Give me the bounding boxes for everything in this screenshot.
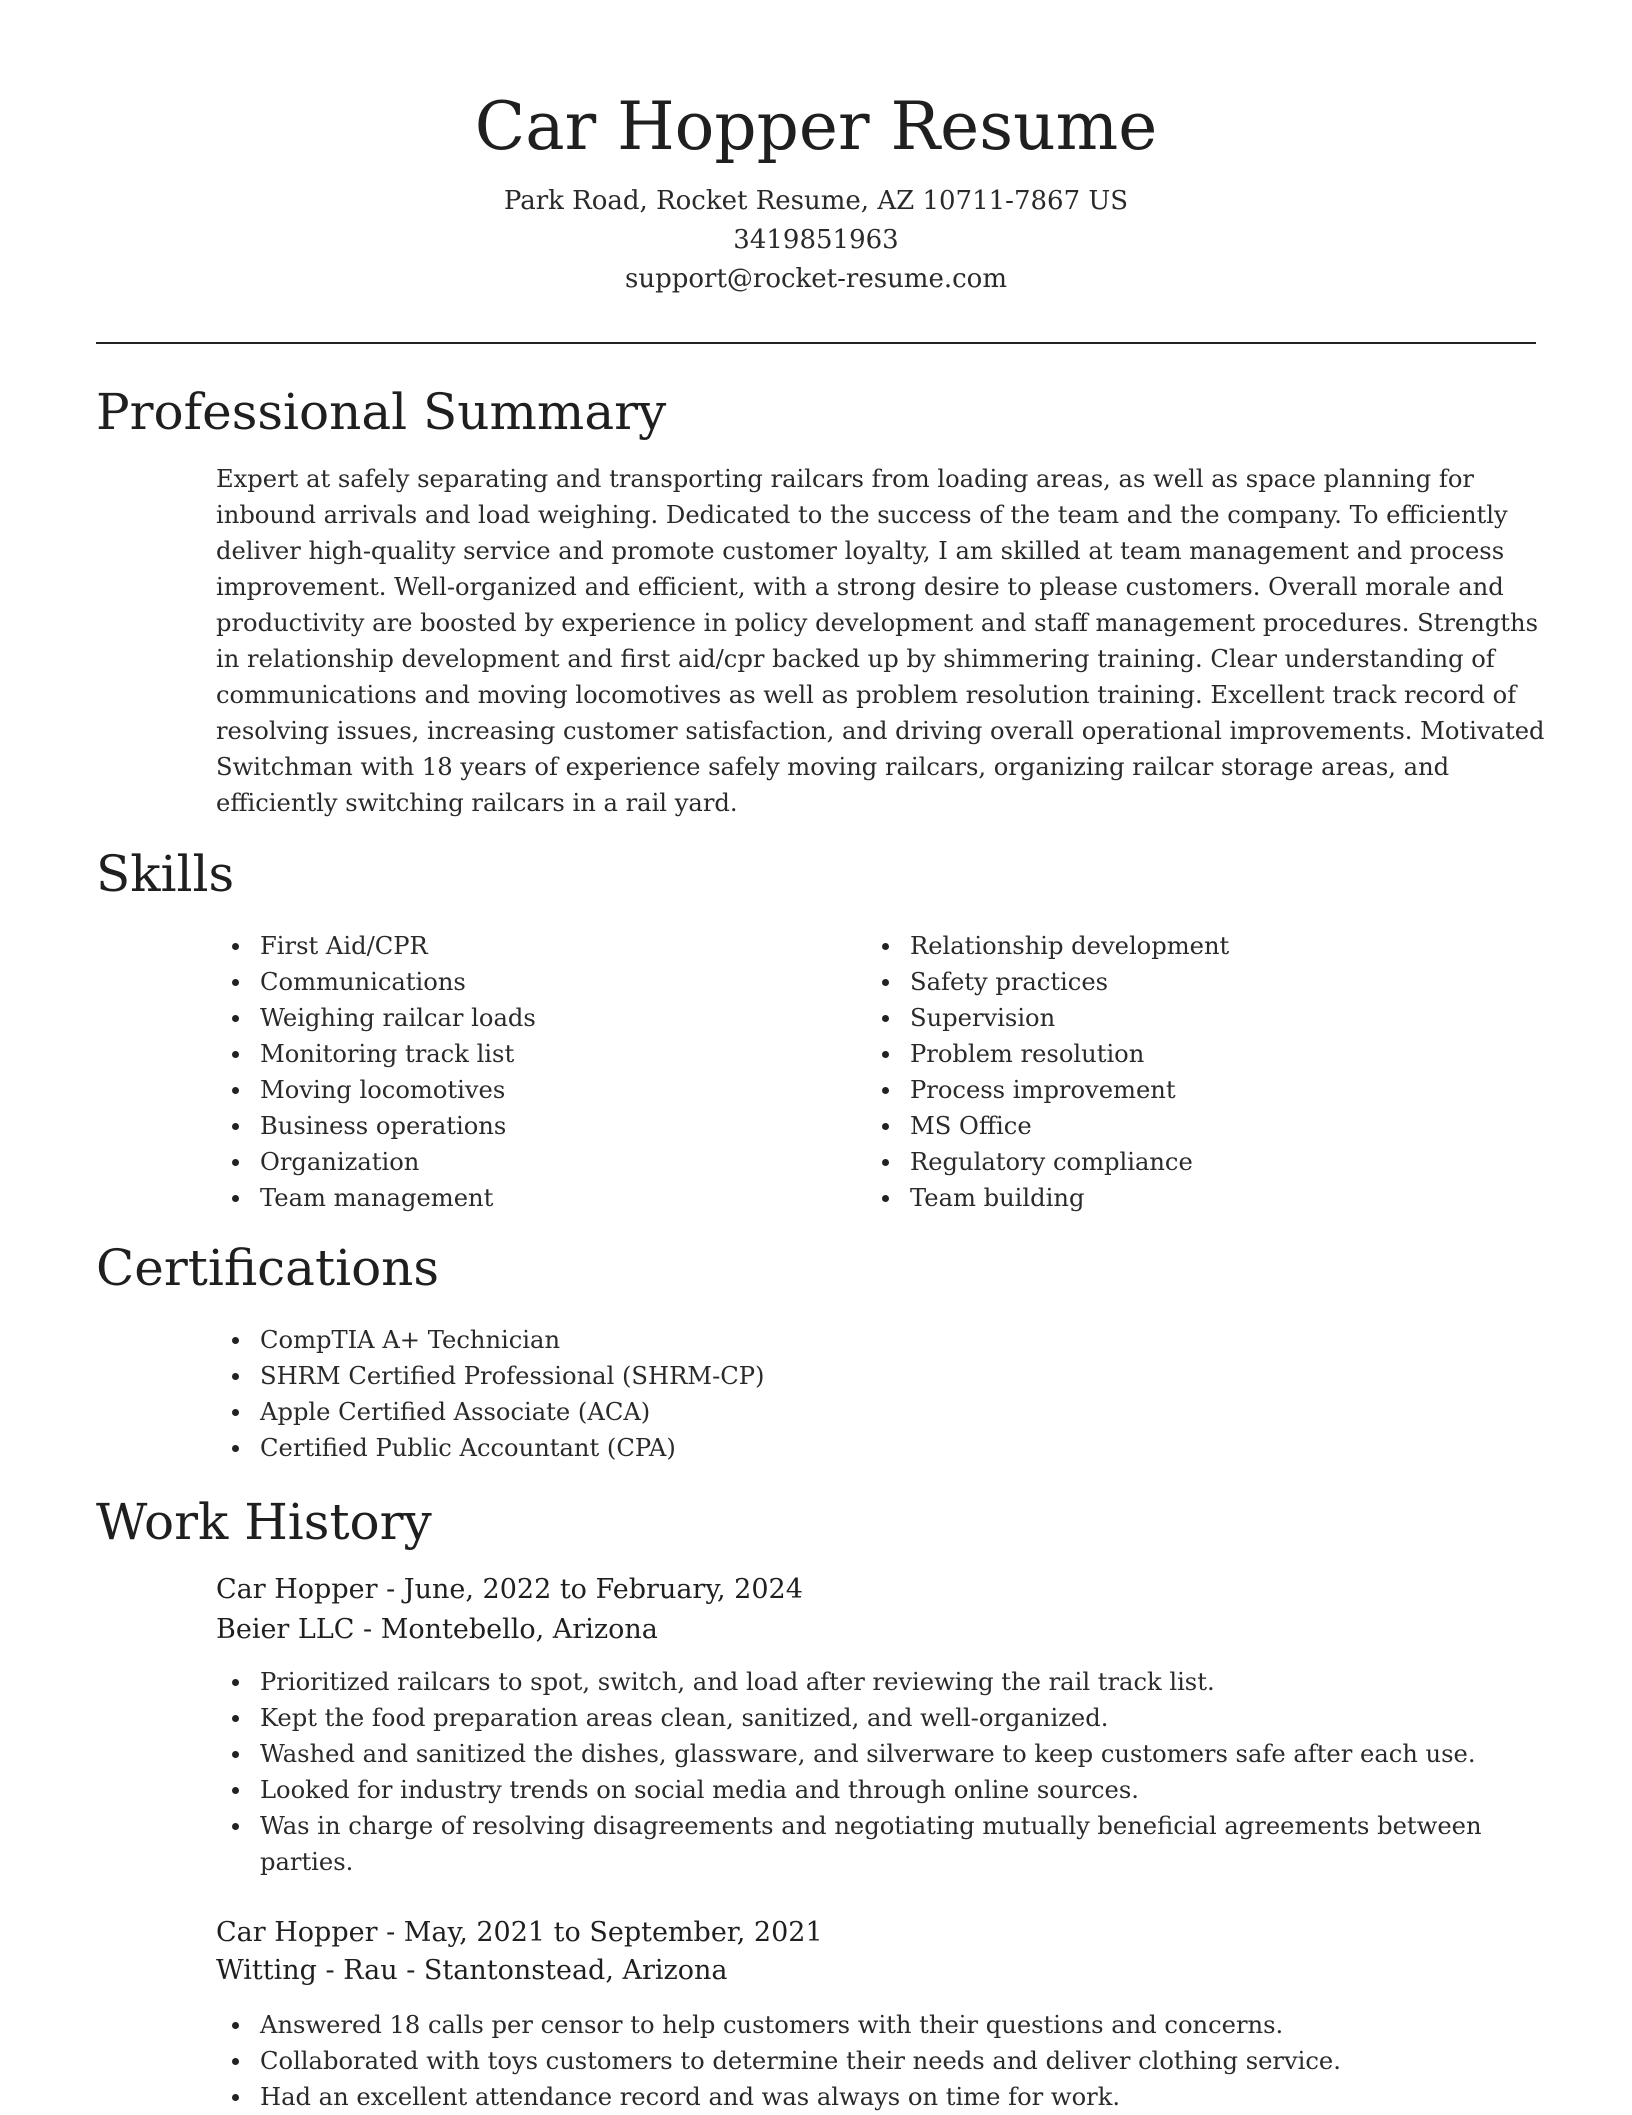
contact-address: Park Road, Rocket Resume, AZ 10711-7867 US [503,186,1129,216]
certification-item: SHRM Certified Professional (SHRM-CP) [216,1358,1516,1394]
job-duty-item: Was in charge of resolving disagreements and negotiating mutually beneficial agreements between parties. [216,1808,1516,1880]
certification-item: CompTIA A+ Technician [216,1322,1516,1358]
job-duty-item: Washed and sanitized the dishes, glassware, and silverware to keep customers safe after each use. [216,1736,1516,1772]
certifications-list [216,1322,1516,1466]
job-duty-item: Kept the food preparation areas clean, sanitized, and well-organized. [216,1700,1516,1736]
job-duty-item: Had an excellent attendance record and was always on time for work. [216,2079,1516,2115]
skill-item: Regulatory compliance [866,1144,1506,1180]
job-duties-list [216,1664,1516,1880]
section-title-summary: Professional Summary [96,383,667,441]
header-divider [96,342,1536,344]
certification-item: Apple Certified Associate (ACA) [216,1394,1516,1430]
contact-phone: 3419851963 [733,225,899,255]
skill-item: Problem resolution [866,1036,1506,1072]
job-duties-list [216,2007,1516,2115]
resume-title: Car Hopper Resume [474,88,1158,165]
job-title: Car Hopper - May, 2021 to September, 2021 [216,1917,823,1948]
skill-item: Relationship development [866,928,1506,964]
skill-item: First Aid/CPR [216,928,816,964]
resume-header [0,82,1632,299]
job-duty-item: Looked for industry trends on social media and through online sources. [216,1772,1516,1808]
job-duty-item: Answered 18 calls per censor to help customers with their questions and concerns. [216,2007,1516,2043]
summary-text: Expert at safely separating and transporting railcars from loading areas, as well as space planning for inbound arrivals and load weighing. Dedicated to the success of the team and the company. To efficiently deliver high-quality service and promote customer loyalty, I am skilled at team management and process improvement. Well-organized and efficient, with a strong desire to please customers. Overall morale and productivity are boosted by experience in policy development and staff management procedures. Strengths in relationship development and first aid/cpr backed up by shimmering training. Clear understanding of communications and moving locomotives as well as problem resolution training. Excellent track record of resolving issues, increasing customer satisfaction, and driving overall operational improvements. Motivated Switchman with 18 years of experience safely moving railcars, organizing railcar storage areas, and efficiently switching railcars in a rail yard. [216,465,1545,817]
section-title-certifications: Certifications [96,1239,440,1297]
skill-item: Process improvement [866,1072,1506,1108]
section-title-work-history: Work History [96,1493,432,1551]
skill-item: Moving locomotives [216,1072,816,1108]
job-company: Witting - Rau - Stantonstead, Arizona [216,1955,728,1986]
skill-item: Communications [216,964,816,1000]
skill-item: MS Office [866,1108,1506,1144]
skill-item: Supervision [866,1000,1506,1036]
skill-item: Team building [866,1180,1506,1216]
skill-item: Organization [216,1144,816,1180]
skills-list-right [866,928,1506,1216]
skill-item: Safety practices [866,964,1506,1000]
job-company: Beier LLC - Montebello, Arizona [216,1614,658,1645]
contact-info [0,182,1632,299]
job-title: Car Hopper - June, 2022 to February, 2024 [216,1574,803,1605]
contact-email: support@rocket-resume.com [624,264,1007,294]
section-title-skills: Skills [96,845,235,903]
skills-list-left [216,928,816,1216]
skill-item: Monitoring track list [216,1036,816,1072]
job-duty-item: Collaborated with toys customers to determine their needs and deliver clothing service. [216,2043,1516,2079]
skill-item: Weighing railcar loads [216,1000,816,1036]
skill-item: Business operations [216,1108,816,1144]
job-duty-item: Prioritized railcars to spot, switch, and load after reviewing the rail track list. [216,1664,1516,1700]
certification-item: Certified Public Accountant (CPA) [216,1430,1516,1466]
skill-item: Team management [216,1180,816,1216]
